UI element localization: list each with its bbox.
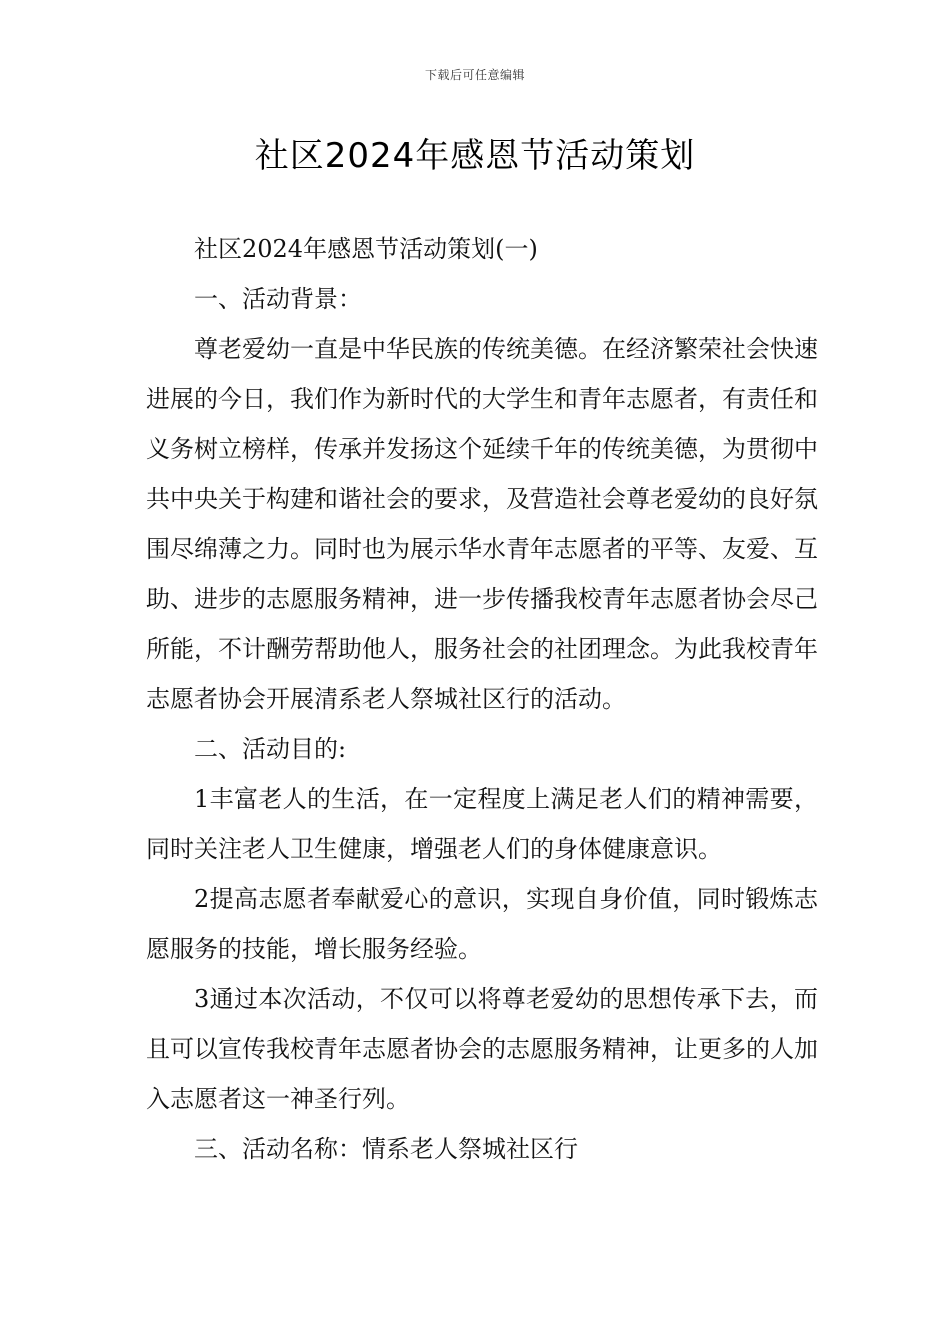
- document-title: 社区2024年感恩节活动策划: [254, 136, 696, 176]
- header-note: 下载后可任意编辑: [424, 68, 525, 82]
- section-heading-name: 三、活动名称：情系老人祭城社区行: [194, 1135, 578, 1163]
- document-body: [146, 224, 818, 1174]
- purpose-item-2: 2提高志愿者奉献爱心的意识，实现自身价值，同时锻炼志愿服务的技能，增长服务经验。: [146, 885, 818, 963]
- purpose-item-3: 3通过本次活动，不仅可以将尊老爱幼的思想传承下去，而且可以宣传我校青年志愿者协会的志愿服务精神，让更多的人加入志愿者这一神圣行列。: [146, 985, 818, 1113]
- background-paragraph: 尊老爱幼一直是中华民族的传统美德。在经济繁荣社会快速进展的今日，我们作为新时代的大学生和青年志愿者，有责任和义务树立榜样，传承并发扬这个延续千年的传统美德，为贯彻中共中央关于构建和谐社会的要求，及营造社会尊老爱幼的良好氛围尽绵薄之力。同时也为展示华水青年志愿者的平等、友爱、互助、进步的志愿服务精神，进一步传播我校青年志愿者协会尽己所能，不计酬劳帮助他人，服务社会的社团理念。为此我校青年志愿者协会开展清系老人祭城社区行的活动。: [146, 335, 818, 713]
- section-heading-purpose: 二、活动目的:: [194, 735, 347, 763]
- purpose-item-1: 1丰富老人的生活，在一定程度上满足老人们的精神需要，同时关注老人卫生健康，增强老人们的身体健康意识。: [146, 785, 818, 863]
- section-heading-background: 一、活动背景：: [194, 285, 362, 313]
- subtitle-paragraph: 社区2024年感恩节活动策划(一): [194, 235, 538, 263]
